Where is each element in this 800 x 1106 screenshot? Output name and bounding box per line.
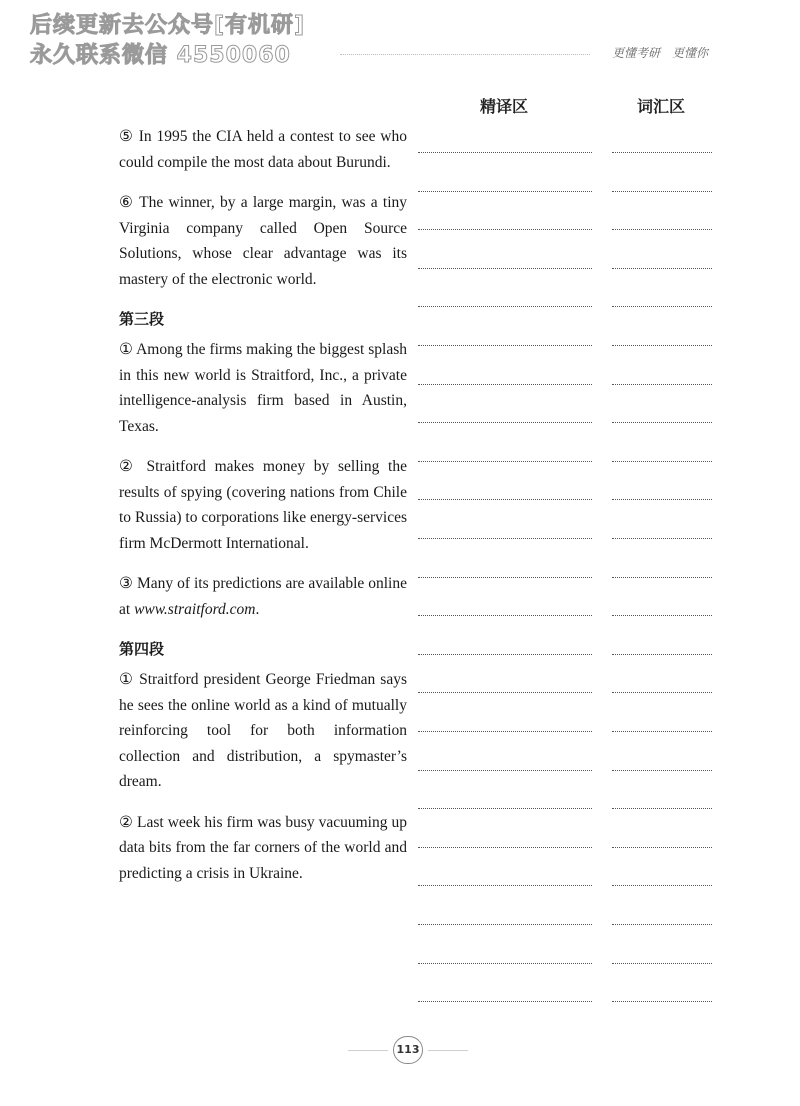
page-header	[0, 0, 800, 80]
vocabulary-writing-line	[612, 615, 712, 616]
sentence-5: ⑤ In 1995 the CIA held a contest to see who could compile the most data about Burundi.	[119, 128, 407, 171]
translation-writing-line	[418, 924, 592, 925]
vocabulary-writing-line	[612, 306, 712, 307]
section-heading-4: 第四段	[119, 640, 165, 658]
translation-writing-line	[418, 229, 592, 230]
translation-writing-line	[418, 847, 592, 848]
translation-writing-line	[418, 384, 592, 385]
section-3-sentence-3	[119, 571, 407, 622]
section-4-sentence-2: ② Last week his firm was busy vacuuming up data bits from the far corners of the world and predicting a crisis in Ukraine.	[119, 813, 407, 882]
vocabulary-writing-line	[612, 461, 712, 462]
vocabulary-writing-line	[612, 152, 712, 153]
vocabulary-writing-line	[612, 847, 712, 848]
translation-writing-line	[418, 345, 592, 346]
vocabulary-writing-line	[612, 924, 712, 925]
vocabulary-writing-line	[612, 577, 712, 578]
section-3-sentence-1: ① Among the firms making the biggest splash in this new world is Straitford, Inc., a private intelligence-analysis firm based in Austin, Texas.	[119, 341, 407, 435]
translation-writing-line	[418, 885, 592, 886]
translation-writing-line	[418, 731, 592, 732]
vocabulary-writing-line	[612, 422, 712, 423]
translation-writing-line	[418, 654, 592, 655]
translation-writing-line	[418, 191, 592, 192]
vocabulary-writing-line	[612, 538, 712, 539]
vocabulary-writing-line	[612, 1001, 712, 1002]
vocabulary-writing-line	[612, 191, 712, 192]
watermark-line-1: 后续更新去公众号[有机研]	[30, 13, 306, 38]
translation-writing-line	[418, 770, 592, 771]
vocabulary-writing-line	[612, 268, 712, 269]
translation-writing-line	[418, 808, 592, 809]
translation-writing-line	[418, 577, 592, 578]
vocabulary-writing-line	[612, 770, 712, 771]
vocabulary-writing-line	[612, 885, 712, 886]
website-url: www.straitford.com	[134, 600, 256, 618]
article-text	[119, 124, 407, 901]
footer-rule-left	[348, 1050, 388, 1051]
translation-writing-line	[418, 422, 592, 423]
vocabulary-writing-line	[612, 963, 712, 964]
section-3-sentence-2: ② Straitford makes money by selling the results of spying (covering nations from Chile to Russia) to corporations like energy-services firm McDermott International.	[119, 458, 407, 552]
translation-writing-line	[418, 499, 592, 500]
vocabulary-writing-line	[612, 654, 712, 655]
vocabulary-writing-line	[612, 499, 712, 500]
header-slogan: 更懂考研 更懂你	[612, 46, 709, 60]
sentence-3-end: .	[255, 600, 260, 618]
translation-column-heading: 精译区	[480, 97, 529, 116]
section-4-sentence-1: ① Straitford president George Friedman says he sees the online world as a kind of mutually reinforcing tool for both information collection and distribution, a spymaster’s dream.	[119, 671, 407, 790]
page-footer	[0, 1036, 800, 1066]
vocabulary-writing-line	[612, 229, 712, 230]
translation-writing-line	[418, 461, 592, 462]
header-rule	[340, 54, 590, 55]
vocabulary-writing-line	[612, 731, 712, 732]
translation-writing-line	[418, 538, 592, 539]
translation-writing-line	[418, 1001, 592, 1002]
sentence-3-text: ③ Many of its predictions are available online at	[119, 575, 407, 618]
translation-writing-line	[418, 615, 592, 616]
vocabulary-writing-line	[612, 345, 712, 346]
translation-writing-line	[418, 692, 592, 693]
watermark-line-2: 永久联系微信 4550060	[30, 43, 291, 68]
translation-writing-line	[418, 268, 592, 269]
translation-writing-line	[418, 963, 592, 964]
translation-writing-line	[418, 306, 592, 307]
vocabulary-writing-line	[612, 808, 712, 809]
vocabulary-writing-line	[612, 384, 712, 385]
section-heading-3: 第三段	[119, 310, 165, 328]
vocabulary-writing-line	[612, 692, 712, 693]
footer-rule-right	[428, 1050, 468, 1051]
page-number: 113	[393, 1036, 423, 1064]
sentence-6: ⑥ The winner, by a large margin, was a tiny Virginia company called Open Source Solutions, whose clear advantage was its mastery of the electronic world.	[119, 194, 407, 288]
vocabulary-column-heading: 词汇区	[637, 97, 686, 116]
translation-writing-line	[418, 152, 592, 153]
